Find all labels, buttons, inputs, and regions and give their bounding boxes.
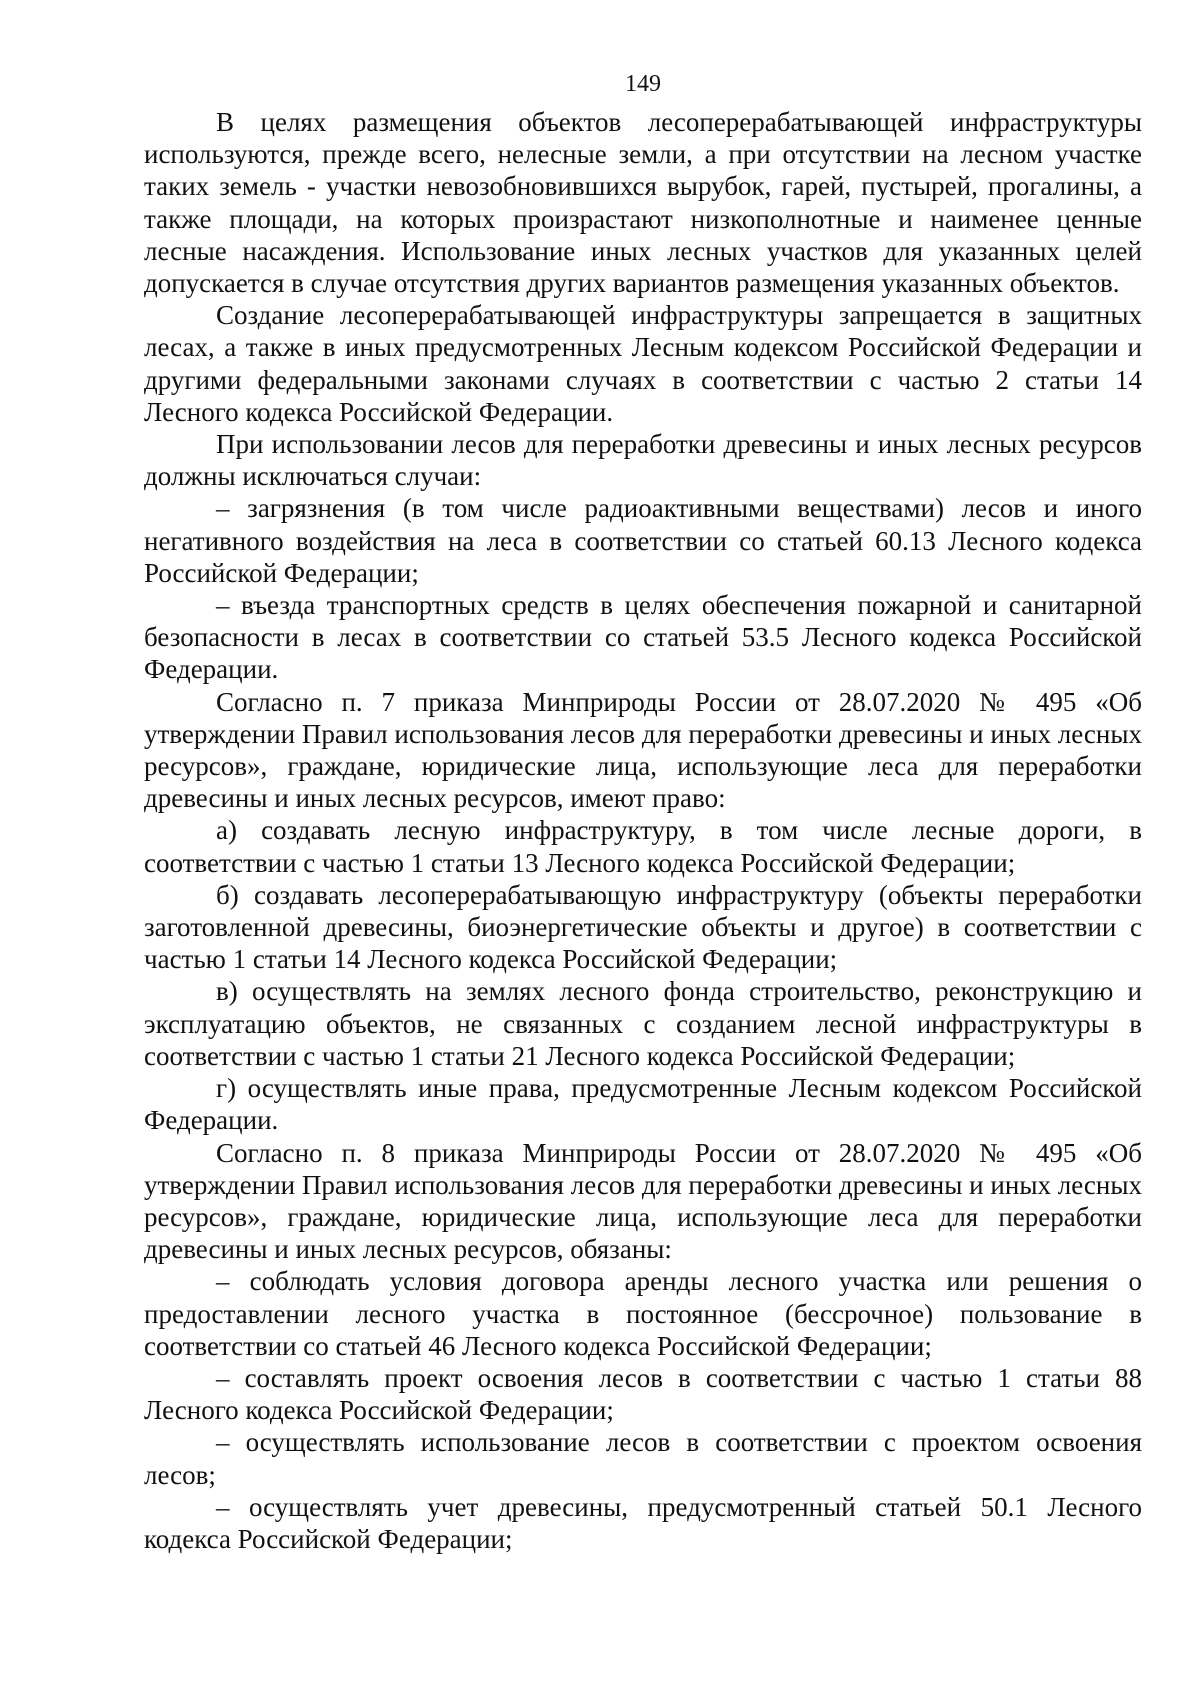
paragraph-infrastructure-prohibition: Создание лесоперерабатывающей инфраструктуры запрещается в защитных лесах, а также в иных предусмотренных Лесным кодексом Российской Федерации и другими федеральными законами случаях в соответствии с частью 2 статьи 14 Лесного кодекса Российской Федерации.	[144, 300, 1142, 427]
list-item-pollution: – загрязнения (в том числе радиоактивными веществами) лесов и иного негативного воздействия на леса в соответствии со статьей 60.13 Лесного кодекса Российской Федерации;	[144, 493, 1142, 588]
list-item-right-c: в) осуществлять на землях лесного фонда строительство, реконструкцию и эксплуатацию объектов, не связанных с созданием лесной инфраструктуры в соответствии с частью 1 статьи 21 Лесного кодекса Российской Федерации;	[144, 976, 1142, 1071]
paragraph-obligations-intro: Согласно п. 8 приказа Минприроды России от 28.07.2020 № 495 «Об утверждении Правил использования лесов для переработки древесины и иных лесных ресурсов», граждане, юридические лица, использующие леса для переработки древесины и иных лесных ресурсов, обязаны:	[144, 1137, 1142, 1265]
paragraph-rights-intro: Согласно п. 7 приказа Минприроды России от 28.07.2020 № 495 «Об утверждении Правил использования лесов для переработки древесины и иных лесных ресурсов», граждане, юридические лица, использующие леса для переработки древесины и иных лесных ресурсов, имеют право:	[144, 686, 1142, 814]
list-item-obligation-use: – осуществлять использование лесов в соответствии с проектом освоения лесов;	[144, 1427, 1142, 1490]
list-item-obligation-project: – составлять проект освоения лесов в соответствии с частью 1 статьи 88 Лесного кодекса Российской Федерации;	[144, 1362, 1142, 1426]
list-item-right-b: б) создавать лесоперерабатывающую инфраструктуру (объекты переработки заготовленной древесины, биоэнергетические объекты и другое) в соответствии с частью 1 статьи 14 Лесного кодекса Российской Федерации;	[144, 879, 1142, 975]
list-item-right-a: а) создавать лесную инфраструктуру, в том числе лесные дороги, в соответствии с частью 1 статьи 13 Лесного кодекса Российской Федерации;	[144, 815, 1142, 878]
page-number: 149	[625, 71, 661, 97]
list-item-right-d: г) осуществлять иные права, предусмотренные Лесным кодексом Российской Федерации.	[144, 1073, 1142, 1136]
document-page	[144, 70, 1142, 1555]
list-item-vehicle-entry: – въезда транспортных средств в целях обеспечения пожарной и санитарной безопасности в лесах в соответствии со статьей 53.5 Лесного кодекса Российской Федерации.	[144, 590, 1142, 685]
paragraph-excluded-cases-intro: При использовании лесов для переработки древесины и иных лесных ресурсов должны исключаться случаи:	[144, 429, 1142, 492]
list-item-obligation-accounting: – осуществлять учет древесины, предусмотренный статьей 50.1 Лесного кодекса Российской Федерации;	[144, 1491, 1142, 1554]
list-item-obligation-lease: – соблюдать условия договора аренды лесного участка или решения о предоставлении лесного участка в постоянное (бессрочное) пользование в соответствии со статьей 46 Лесного кодекса Российской Федерации;	[144, 1266, 1142, 1361]
paragraph-infrastructure-placement: В целях размещения объектов лесоперерабатывающей инфраструктуры используются, прежде всего, нелесные земли, а при отсутствии на лесном участке таких земель - участки невозобновившихся вырубок, гарей, пустырей, прогалины, а также площади, на которых произрастают низкополнотные и наименее ценные лесные насаждения. Использование иных лесных участков для указанных целей допускается в случае отсутствия других вариантов размещения указанных объектов.	[144, 107, 1142, 299]
